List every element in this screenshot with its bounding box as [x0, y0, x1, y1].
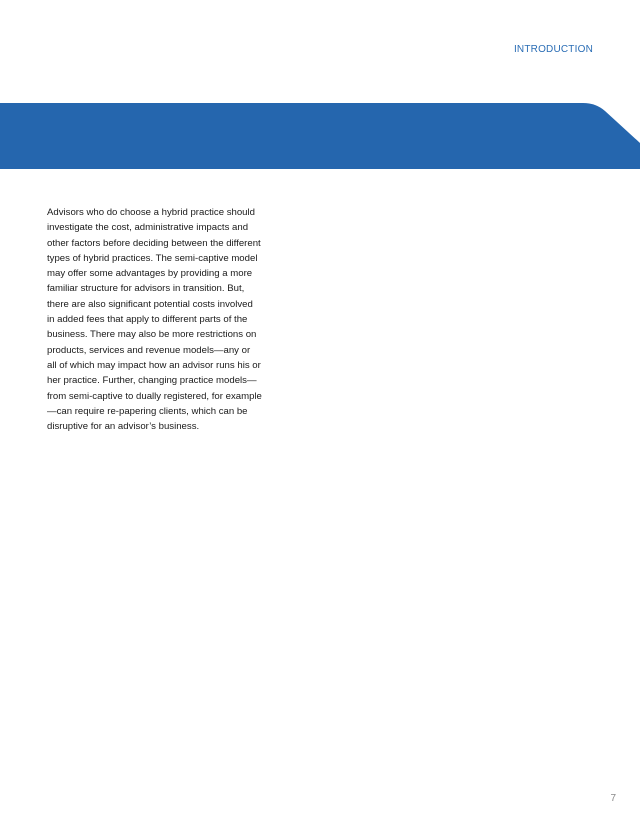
header-banner [0, 103, 640, 169]
section-label: INTRODUCTION [513, 44, 593, 55]
page-number: 7 [610, 793, 616, 804]
body-paragraph: Advisors who do choose a hybrid practice should investigate the cost, administrative impacts and other factors before deciding between the different types of hybrid practices. The semi-captive model may offer some advantages by providing a more familiar structure for advisors in transition. But, there are also significant potential costs involved in added fees that apply to different parts of the business. There may also be more restrictions on products, services and revenue models—any or all of which may impact how an advisor runs his or her practice. Further, changing practice models—from semi-captive to dually registered, for example—can require re-papering clients, which can be disruptive for an advisor’s business. [47, 207, 262, 433]
banner-shape [0, 103, 640, 169]
